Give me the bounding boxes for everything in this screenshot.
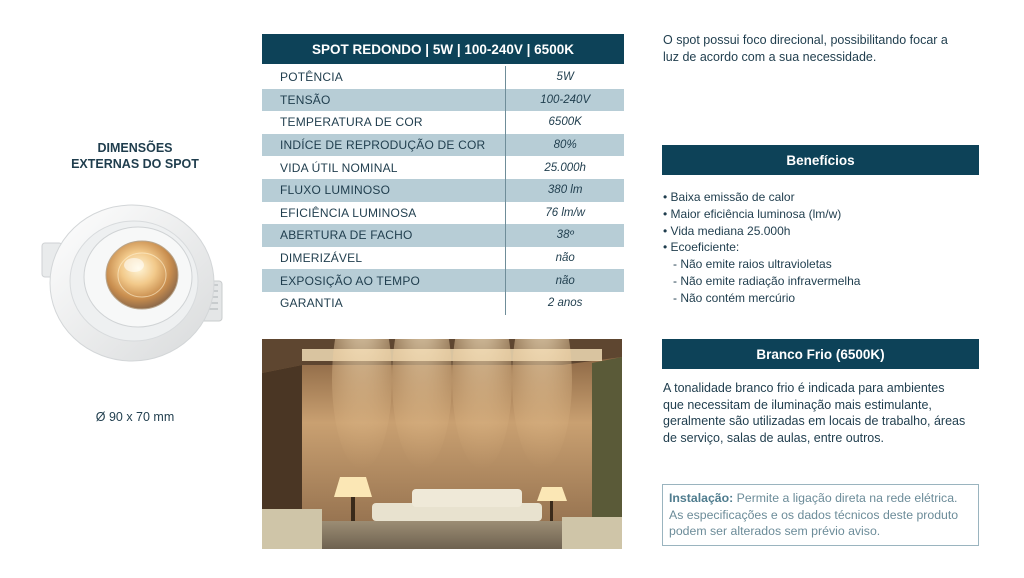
benefits-header: Benefícios: [662, 145, 979, 175]
spec-row: [262, 269, 624, 292]
benefit-item: • Ecoeficiente:: [663, 240, 740, 255]
spec-label: GARANTIA: [280, 296, 343, 311]
installation-note: [662, 484, 979, 546]
spec-row: [262, 89, 624, 112]
spec-row: [262, 134, 624, 157]
spec-label: DIMERIZÁVEL: [280, 251, 363, 266]
spec-value: 6500K: [505, 111, 624, 134]
dimensions-title-line2: EXTERNAS DO SPOT: [71, 157, 199, 171]
spot-product-image: [30, 185, 230, 385]
spec-label: POTÊNCIA: [280, 70, 343, 85]
spec-table-header: SPOT REDONDO | 5W | 100-240V | 6500K: [262, 34, 624, 64]
spec-label: TENSÃO: [280, 92, 331, 107]
intro-line-1: O spot possui foco direcional, possibilitando focar a: [663, 33, 948, 47]
dimensions-title-line1: DIMENSÕES: [97, 141, 173, 155]
benefit-sub-item: - Não contém mercúrio: [673, 290, 796, 305]
cool-white-line: de serviço, salas de aulas, entre outros.: [663, 430, 884, 445]
dimensions-title: [40, 140, 230, 172]
spec-row: [262, 224, 624, 247]
installation-line-2: As especificações e os dados técnicos deste produto: [669, 507, 959, 522]
spec-label: INDÍCE DE REPRODUÇÃO DE COR: [280, 138, 486, 153]
spec-value: 100-240V: [505, 89, 624, 112]
cool-white-line: geralmente são utilizadas em locais de trabalho, áreas: [663, 414, 966, 428]
spec-value: 2 anos: [505, 292, 624, 315]
cool-white-line: que necessitam de iluminação mais estimulante,: [663, 397, 932, 412]
benefit-item: • Maior eficiência luminosa (lm/w): [663, 206, 842, 221]
spec-row: [262, 111, 624, 134]
spec-table: [262, 66, 624, 315]
spec-label: EFICIÊNCIA LUMINOSA: [280, 205, 417, 220]
cool-white-line: A tonalidade branco frio é indicada para ambientes: [663, 381, 945, 395]
spec-label: ABERTURA DE FACHO: [280, 228, 413, 243]
dimensions-value: Ø 90 x 70 mm: [95, 410, 175, 424]
cool-white-description: [663, 380, 980, 446]
spec-value: 380 lm: [505, 179, 624, 202]
spec-label: TEMPERATURA DE COR: [280, 115, 423, 130]
cool-white-header: Branco Frio (6500K): [662, 339, 979, 369]
spec-row: [262, 179, 624, 202]
installation-line-1: Permite a ligação direta na rede elétrica.: [733, 491, 958, 505]
intro-description: [663, 32, 973, 65]
benefit-item: • Vida mediana 25.000h: [663, 223, 791, 238]
spec-value: 38º: [505, 224, 624, 247]
spec-value: 80%: [505, 134, 624, 157]
spec-row: [262, 66, 624, 89]
spec-row: [262, 156, 624, 179]
spec-row: [262, 247, 624, 270]
intro-line-2: luz de acordo com a sua necessidade.: [663, 49, 877, 64]
spec-row: [262, 202, 624, 225]
installation-line-3: podem ser alterados sem prévio aviso.: [669, 524, 881, 538]
spec-value: não: [505, 269, 624, 292]
spec-value: 76 lm/w: [505, 202, 624, 225]
spec-label: EXPOSIÇÃO AO TEMPO: [280, 273, 421, 288]
room-photo: [262, 339, 622, 549]
spec-value: 5W: [505, 66, 624, 89]
installation-label: Instalação:: [669, 491, 734, 505]
spec-label: VIDA ÚTIL NOMINAL: [280, 160, 398, 175]
spec-row: [262, 292, 624, 315]
benefit-item: • Baixa emissão de calor: [663, 190, 795, 204]
benefits-list: [663, 189, 980, 307]
spec-value: 25.000h: [505, 156, 624, 179]
spec-label: FLUXO LUMINOSO: [280, 183, 391, 198]
spec-value: não: [505, 247, 624, 270]
benefit-sub-item: - Não emite radiação infravermelha: [673, 273, 861, 288]
benefit-sub-item: - Não emite raios ultravioletas: [673, 257, 832, 272]
